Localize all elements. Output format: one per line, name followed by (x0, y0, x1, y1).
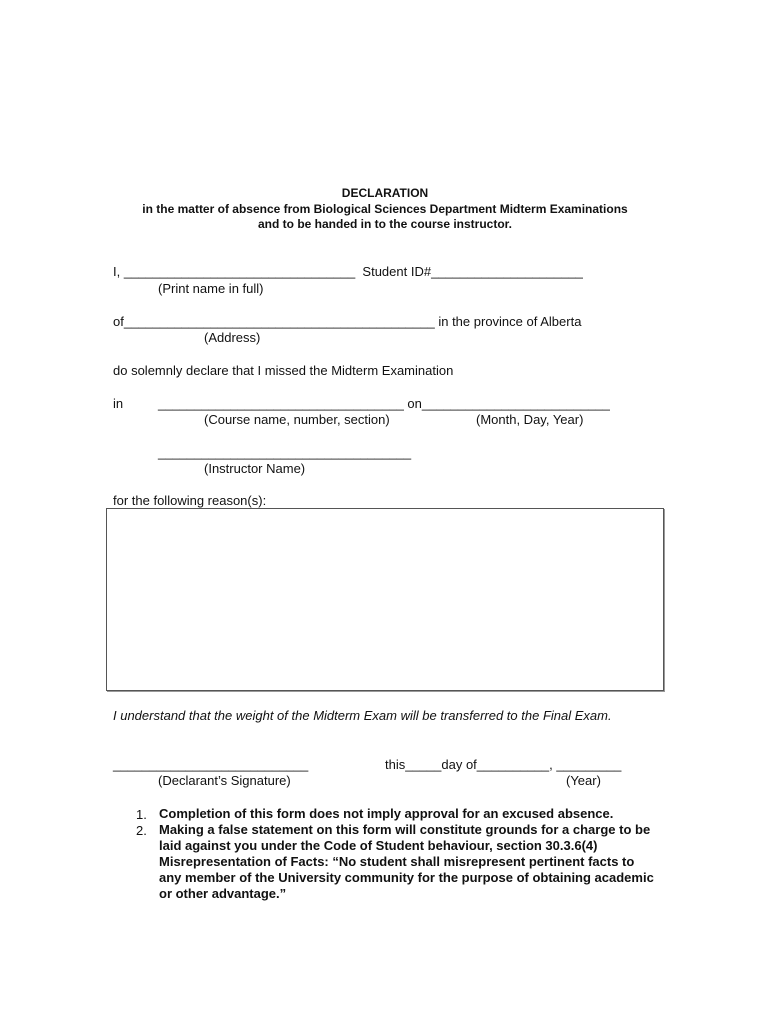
signature-caption: (Declarant’s Signature) (158, 773, 291, 788)
address-caption: (Address) (204, 330, 261, 345)
note-number: 1. (136, 807, 147, 822)
reason-label: for the following reason(s): (113, 493, 267, 508)
in-label: in (113, 396, 124, 411)
note-number: 2. (136, 823, 147, 838)
print-name-caption: (Print name in full) (158, 281, 264, 296)
course-date-line[interactable]: __________________________________ on__________________________ (158, 396, 610, 411)
note-item: Making a false statement on this form will constitute grounds for a charge to be laid against you under the Code of Student behaviour, section 30.3.6(4) Misrepresentation of Facts: “No student shall misrepresent pertinent facts to any member of the University community for the purpose of obtaining academic or other advantage.” (159, 822, 654, 901)
reason-text-box[interactable] (106, 508, 664, 691)
date-caption: (Month, Day, Year) (476, 412, 584, 427)
course-caption: (Course name, number, section) (204, 412, 390, 427)
note-item: Completion of this form does not imply approval for an excused absence. (159, 806, 614, 821)
instructor-line[interactable]: ___________________________________ (158, 445, 412, 460)
understand-statement: I understand that the weight of the Midterm Exam will be transferred to the Final Exam. (113, 708, 612, 723)
address-line[interactable]: of___________________________________________ in the province of Alberta (113, 314, 582, 329)
form-title: DECLARATION (341, 186, 429, 200)
year-caption: (Year) (566, 773, 601, 788)
instructor-caption: (Instructor Name) (204, 461, 306, 476)
declare-statement: do solemnly declare that I missed the Midterm Examination (113, 363, 454, 378)
form-subtitle-line-1: in the matter of absence from Biological Sciences Department Midterm Examinations (142, 202, 628, 216)
form-subtitle-line-2: and to be handed in to the course instructor. (257, 217, 513, 231)
name-student-id-line[interactable]: I, ________________________________ Student ID#_____________________ (113, 264, 583, 279)
signature-line[interactable]: ___________________________ (113, 757, 309, 772)
date-signed-line[interactable]: this_____day of__________, _________ (385, 757, 622, 772)
